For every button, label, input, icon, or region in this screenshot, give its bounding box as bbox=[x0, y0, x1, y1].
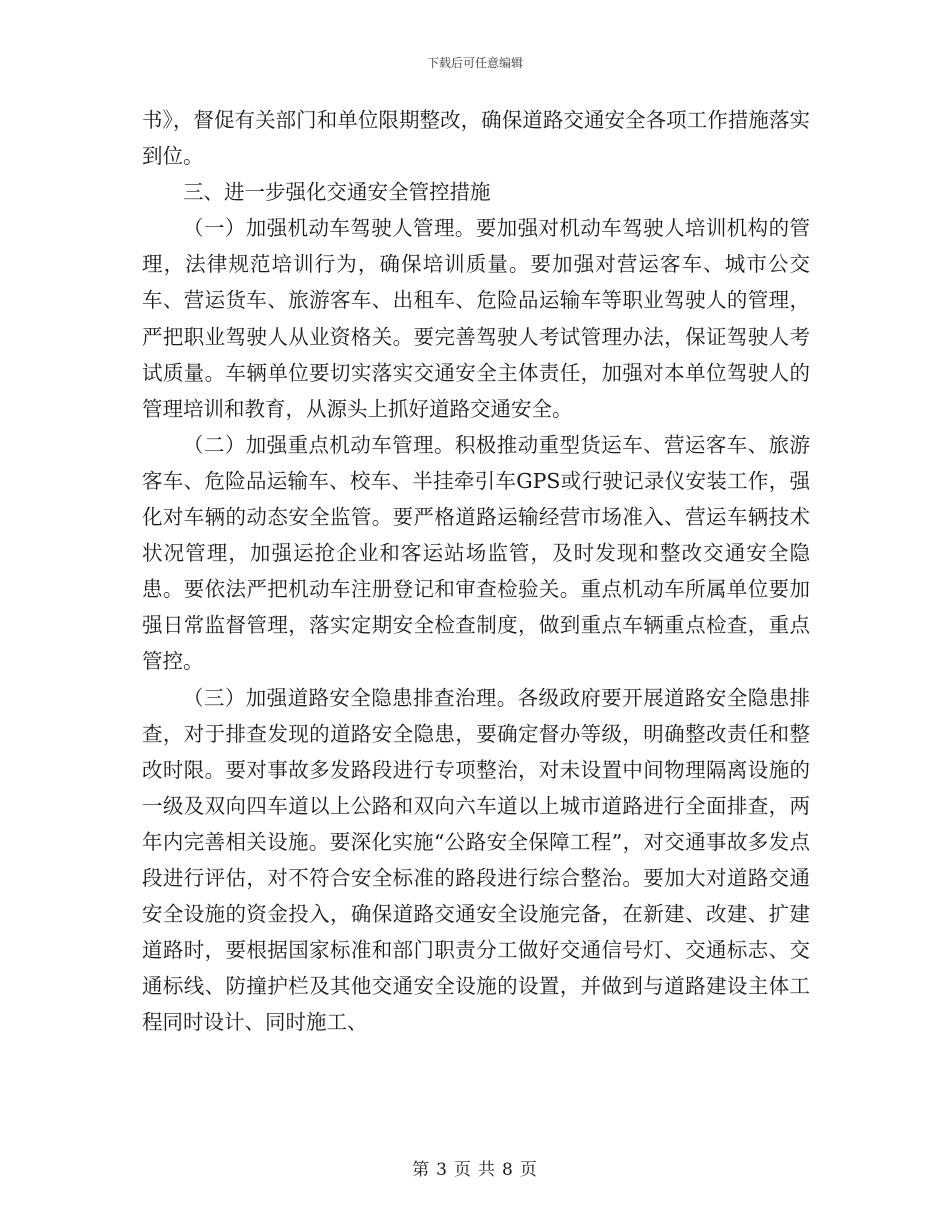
page-header-note: 下载后可任意编辑 bbox=[426, 56, 523, 70]
document-body bbox=[142, 102, 810, 1040]
footer-total-prefix: 共 bbox=[478, 1160, 496, 1180]
section-heading: 三、进一步强化交通安全管控措施 bbox=[183, 180, 491, 205]
footer-current-page: 3 bbox=[436, 1160, 448, 1180]
paragraph-1: （一）加强机动车驾驶人管理。要加强对机动车驾驶人培训机构的管理，法律规范培训行为，确保培训质量。要加强对营运客车、城市公交车、营运货车、旅游客车、出租车、危险品运输车等职业驾驶人的管理，严把职业驾驶人从业资格关。要完善驾驶人考试管理办法，保证驾驶人考试质量。车辆单位要切实落实交通安全主体责任，加强对本单位驾驶人的管理培训和教育，从源头上抓好道路交通安全。 bbox=[142, 216, 810, 421]
footer-prefix: 第 bbox=[412, 1160, 431, 1180]
footer-total-suffix: 页 bbox=[519, 1160, 538, 1180]
continuation-paragraph: 书》，督促有关部门和单位限期整改，确保道路交通安全各项工作措施落实到位。 bbox=[142, 108, 810, 169]
footer-total-pages: 8 bbox=[502, 1160, 514, 1180]
paragraph-3: （三）加强道路安全隐患排查治理。各级政府要开展道路安全隐患排查，对于排查发现的道路安全隐患，要确定督办等级，明确整改责任和整改时限。要对事故多发路段进行专项整治，对未设置中间物理隔离设施的一级及双向四车道以上公路和双向六车道以上城市道路进行全面排查，两年内完善相关设施。要深化实施“公路安全保障工程”，对交通事故多发点段进行评估，对不符合安全标准的路段进行综合整治。要加大对道路交通安全设施的资金投入，确保道路交通安全设施完备，在新建、改建、扩建道路时，要根据国家标准和部门职责分工做好交通信号灯、交通标志、交通标线、防撞护栏及其他交通安全设施的设置，并做到与道路建设主体工程同时设计、同时施工、 bbox=[142, 685, 810, 1035]
paragraph-2: （二）加强重点机动车管理。积极推动重型货运车、营运客车、旅游客车、危险品运输车、校车、半挂牵引车GPS或行驶记录仪安装工作，强化对车辆的动态安全监管。要严格道路运输经营市场准入、营运车辆技术状况管理，加强运抢企业和客运站场监管，及时发现和整改交通安全隐患。要依法严把机动车注册登记和审查检验关。重点机动车所属单位要加强日常监督管理，落实定期安全检查制度，做到重点车辆重点检查，重点管控。 bbox=[142, 432, 810, 674]
footer-page-label: 页 bbox=[454, 1160, 472, 1180]
page-footer bbox=[0, 1155, 950, 1180]
